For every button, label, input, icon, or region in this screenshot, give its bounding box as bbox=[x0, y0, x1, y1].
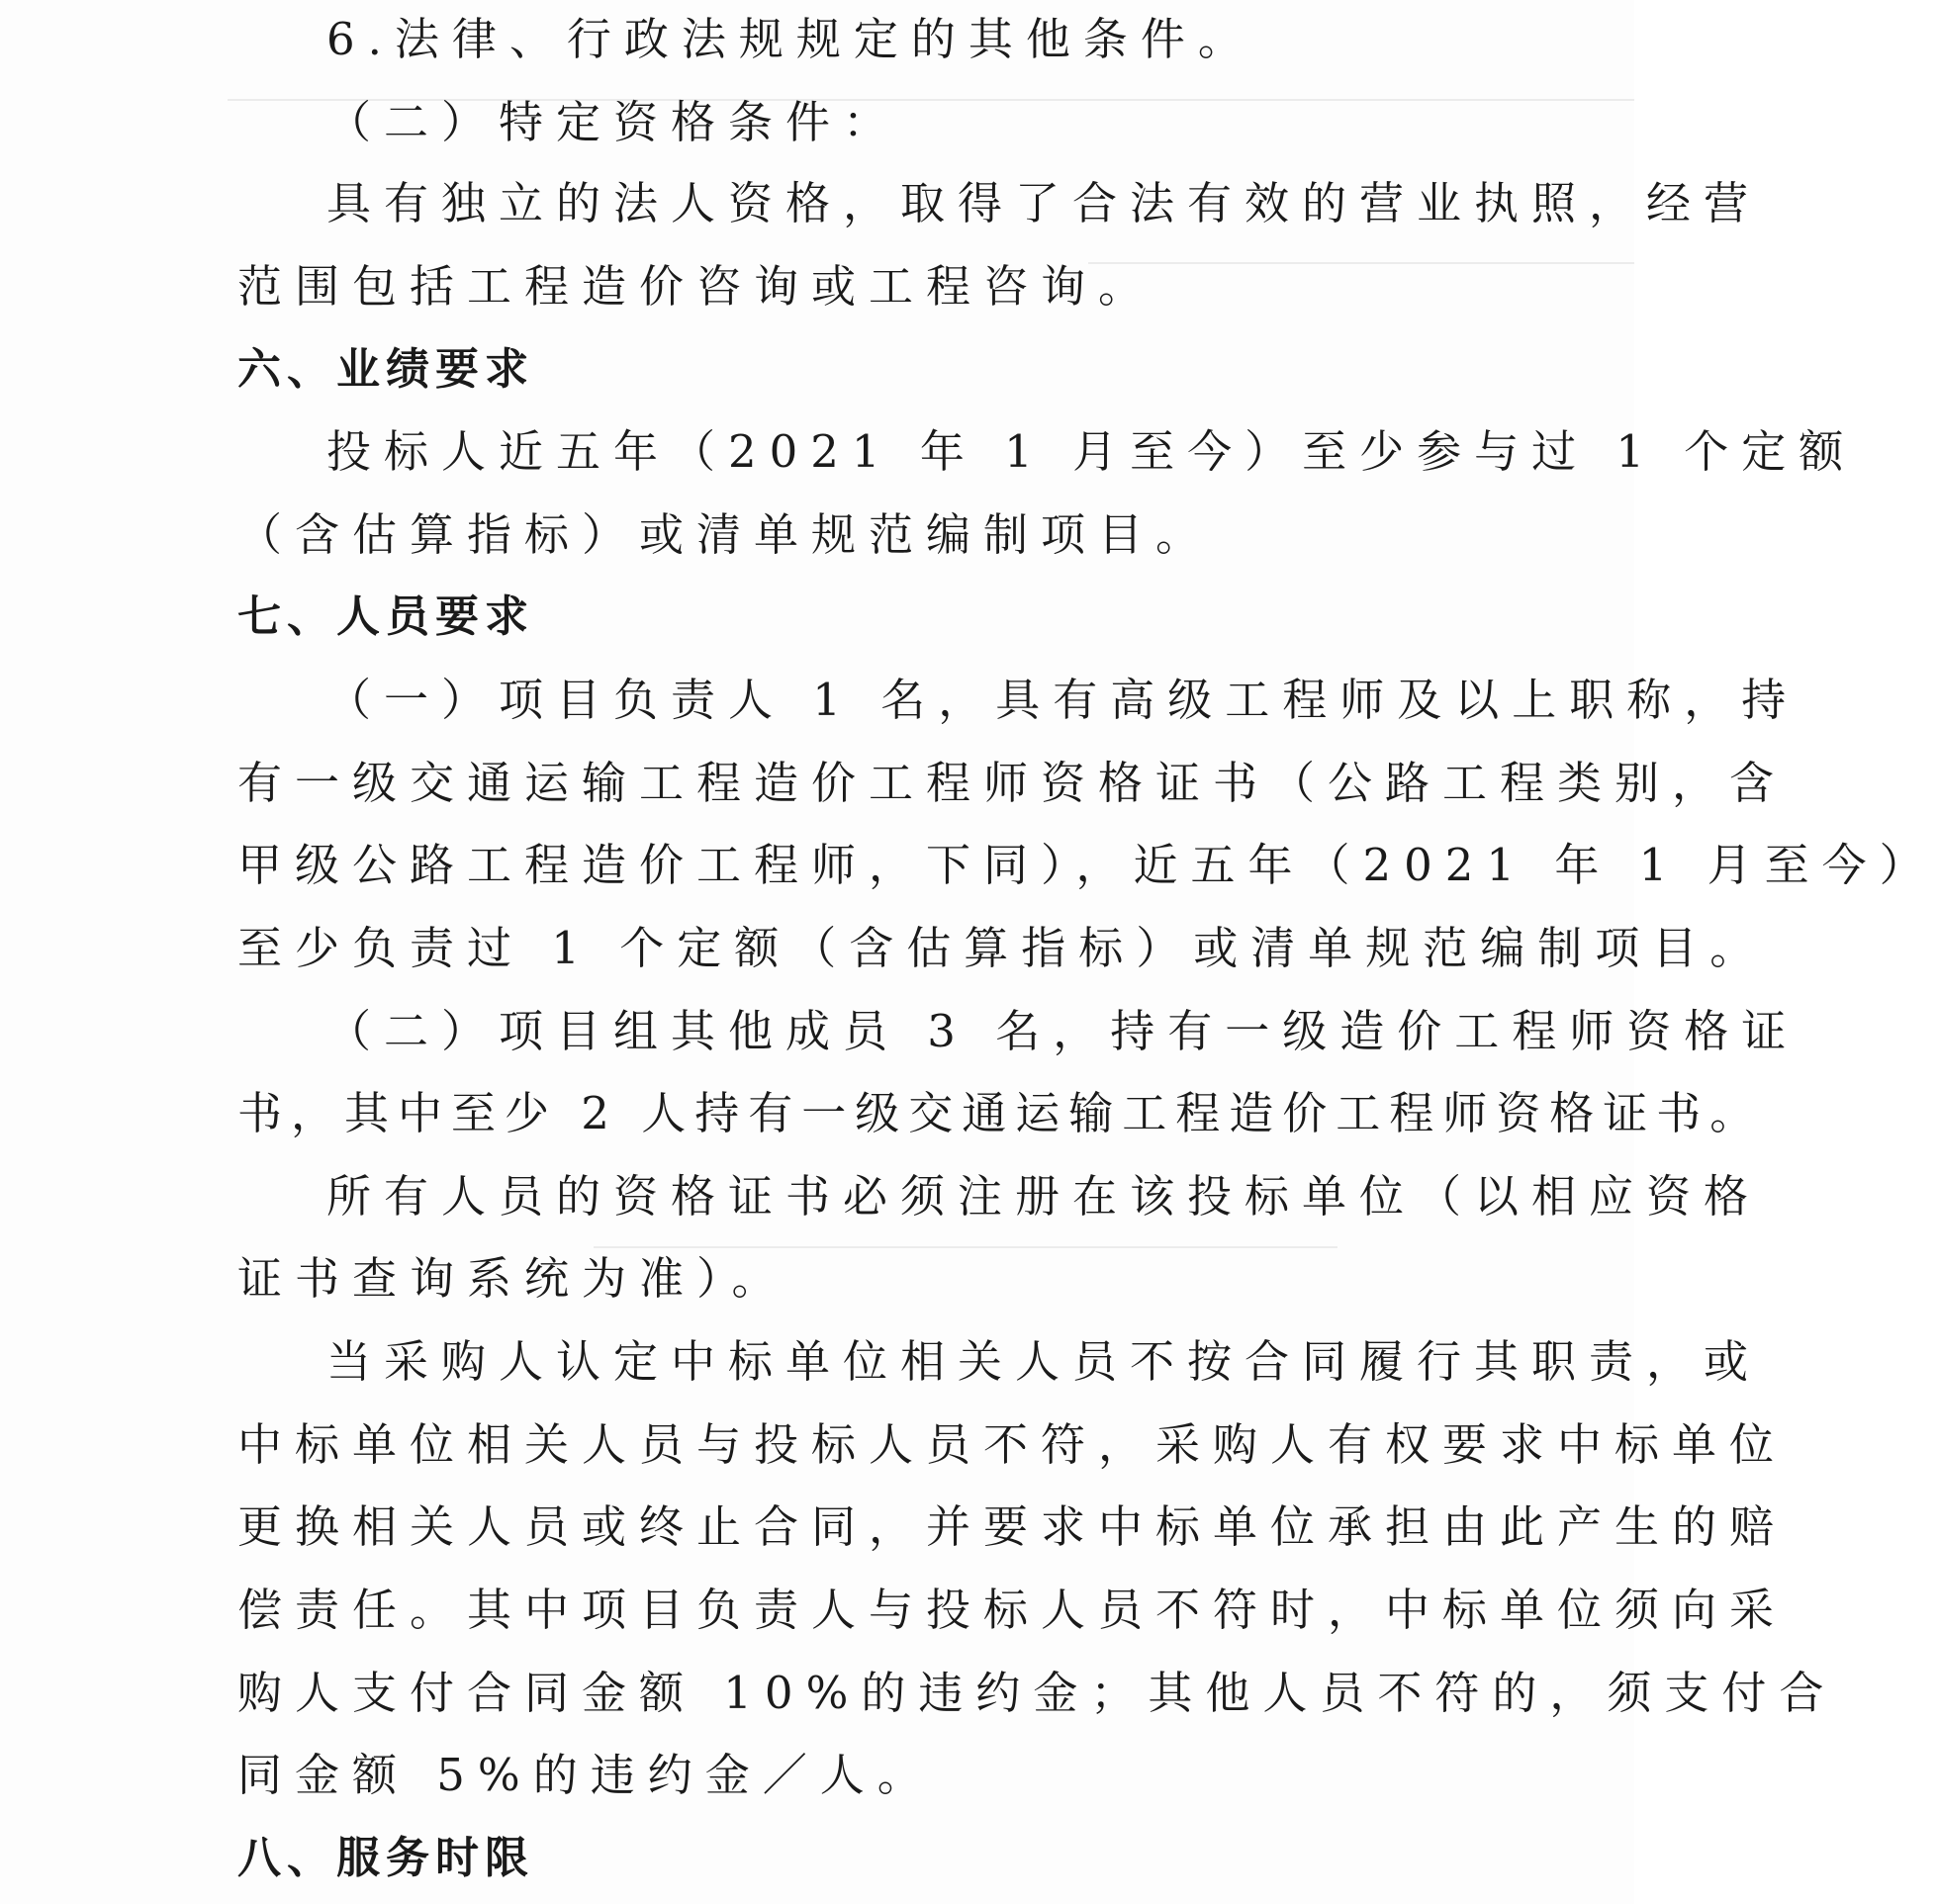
paragraph-line: （二）项目组其他成员 3 名，持有一级造价工程师资格证 bbox=[326, 1005, 1799, 1057]
paragraph-line: 中标单位相关人员与投标人员不符，采购人有权要求中标单位 bbox=[237, 1418, 1788, 1471]
paragraph-line: （二）特定资格条件： bbox=[326, 96, 901, 148]
section-heading: 八、服务时限 bbox=[237, 1833, 534, 1883]
paragraph-line: 甲级公路工程造价工程师，下同），近五年（2021 年 1 月至今） bbox=[237, 839, 1937, 891]
paragraph-line: 同金额 5%的违约金／人。 bbox=[237, 1749, 935, 1801]
paragraph-line: 至少负责过 1 个定额（含估算指标）或清单规范编制项目。 bbox=[237, 922, 1768, 974]
paragraph-line: 购人支付合同金额 10%的违约金；其他人员不符的，须支付合 bbox=[237, 1667, 1837, 1719]
paragraph-line: 具有独立的法人资格，取得了合法有效的营业执照，经营 bbox=[326, 177, 1762, 229]
paragraph-line: （一）项目负责人 1 名，具有高级工程师及以上职称，持 bbox=[326, 674, 1799, 726]
paragraph-line: 偿责任。其中项目负责人与投标人员不符时，中标单位须向采 bbox=[237, 1584, 1788, 1636]
paragraph-line: 有一级交通运输工程造价工程师资格证书（公路工程类别，含 bbox=[237, 757, 1788, 809]
paragraph-line: 投标人近五年（2021 年 1 月至今）至少参与过 1 个定额 bbox=[326, 425, 1857, 478]
paragraph-line: （含估算指标）或清单规范编制项目。 bbox=[237, 508, 1214, 561]
scan-artifact bbox=[594, 1246, 1337, 1248]
paragraph-line: 书，其中至少 2 人持有一级交通运输工程造价工程师资格证书。 bbox=[237, 1087, 1764, 1139]
paragraph-line: 所有人员的资格证书必须注册在该投标单位（以相应资格 bbox=[326, 1170, 1762, 1223]
section-heading: 六、业绩要求 bbox=[237, 344, 534, 395]
paragraph-line: 6.法律、行政法规规定的其他条件。 bbox=[326, 13, 1255, 65]
paragraph-line: 更换相关人员或终止合同，并要求中标单位承担由此产生的赔 bbox=[237, 1500, 1788, 1553]
section-heading: 七、人员要求 bbox=[237, 591, 534, 642]
paragraph-line: 证书查询系统为准）。 bbox=[237, 1252, 789, 1305]
paragraph-line: 当采购人认定中标单位相关人员不按合同履行其职责，或 bbox=[326, 1335, 1762, 1388]
paragraph-line: 范围包括工程造价咨询或工程咨询。 bbox=[237, 260, 1156, 313]
